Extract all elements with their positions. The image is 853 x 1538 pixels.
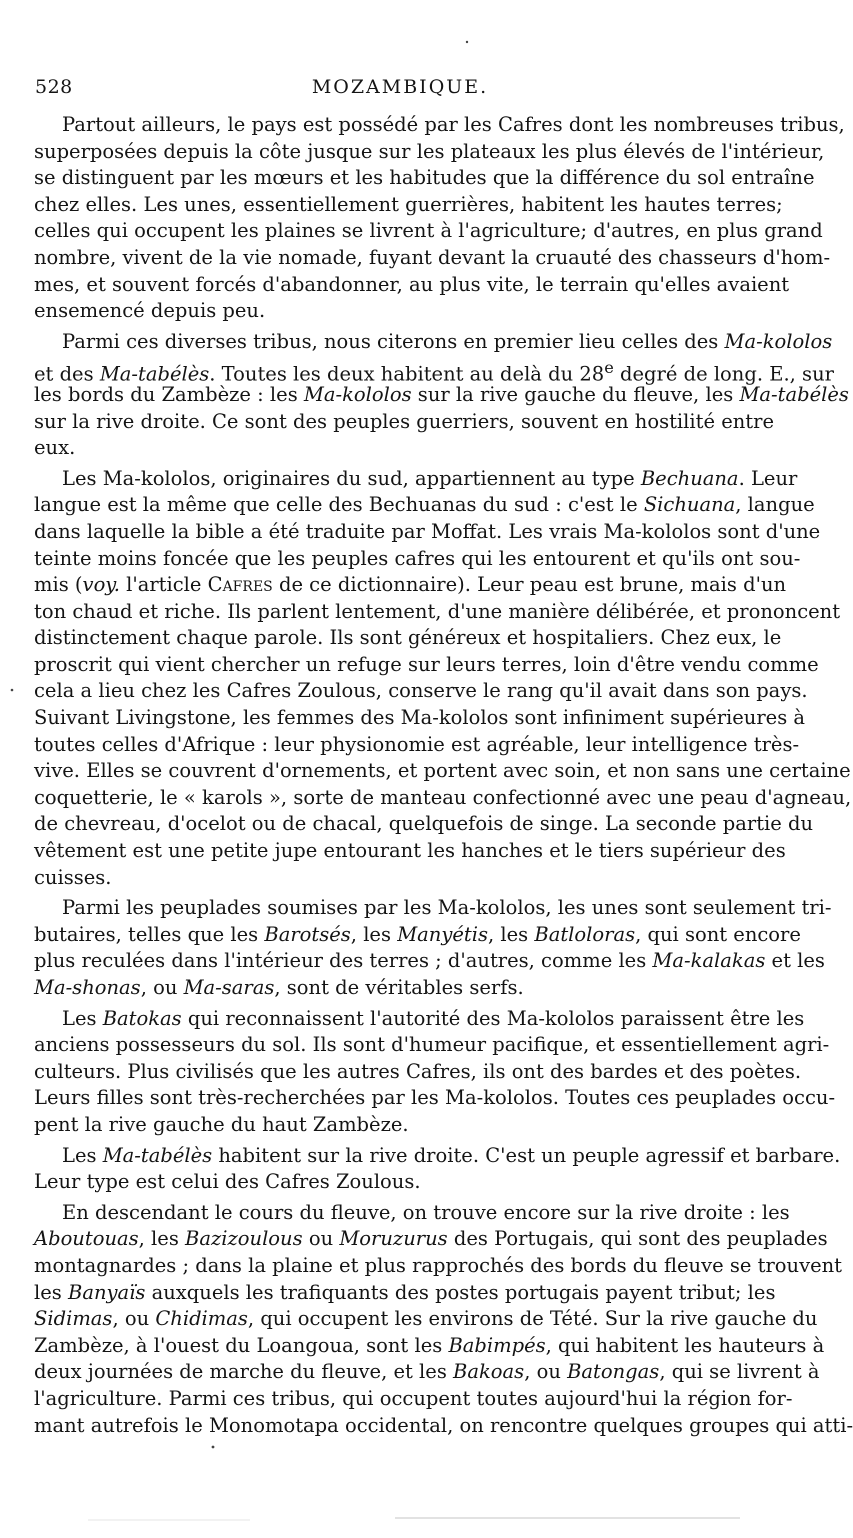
text-run: , les xyxy=(138,1227,186,1251)
text-run: . Toutes les deux habitent au delà du 28 xyxy=(209,362,605,386)
text-run: ton chaud et riche. Ils parlent lentement, d'une manière délibérée, et prononcent xyxy=(34,599,841,623)
italic-term: Barotsés xyxy=(264,922,351,946)
text-run: , les xyxy=(487,922,535,946)
italic-term: Batokas xyxy=(102,1006,182,1030)
text-run: Cafres xyxy=(207,573,273,597)
text-run: montagnardes ; dans la plaine et plus rapprochés des bords du fleuve se trouvent xyxy=(34,1253,843,1277)
text-line xyxy=(34,1085,836,1112)
running-head: MOZAMBIQUE. xyxy=(311,76,489,98)
text-run: sur la rive droite. Ce sont des peuples guerriers, souvent en hostilité entre xyxy=(34,409,774,433)
text-line xyxy=(34,1280,776,1307)
text-run: eux. xyxy=(34,436,76,460)
paragraph xyxy=(34,329,849,462)
text-line xyxy=(34,705,806,732)
text-run: celles qui occupent les plaines se livrent à l'agriculture; d'autres, en plus grand xyxy=(34,219,823,243)
paragraph xyxy=(34,1143,841,1196)
text-run: , qui se livrent à xyxy=(659,1360,820,1384)
text-run: coquetterie, le « karols », sorte de manteau confectionné avec une peau d'agneau, xyxy=(34,785,852,809)
text-line xyxy=(34,975,766,1002)
paragraph xyxy=(34,895,832,1001)
italic-term: Ma-tabélès xyxy=(99,362,210,386)
italic-term: Moruzurus xyxy=(339,1227,448,1251)
text-line xyxy=(34,435,766,462)
italic-term: Bazizoulous xyxy=(185,1227,303,1251)
text-line xyxy=(34,546,801,573)
italic-term: Chidimas xyxy=(155,1307,248,1331)
text-run: se distinguent par les mœurs et les habitudes que la différence du sol entraîne xyxy=(34,166,815,190)
italic-term: voy. xyxy=(82,573,120,597)
text-run: auxquels les trafiquants des postes portugais payent tribut; les xyxy=(145,1280,776,1304)
italic-term: Batongas xyxy=(567,1360,660,1384)
text-line xyxy=(34,409,774,436)
text-run: , ou xyxy=(524,1360,568,1384)
text-run: Parmi les peuplades soumises par les Ma-kololos, les unes sont seulement tri- xyxy=(62,896,832,920)
text-line xyxy=(34,785,852,812)
text-run: , ou xyxy=(112,1307,156,1331)
text-run: , qui occupent les environs de Tété. Sur la rive gauche du xyxy=(247,1307,818,1331)
text-run: ou xyxy=(302,1227,340,1251)
text-run: dans laquelle la bible a été traduite par Moffat. Les vrais Ma-kololos sont d'une xyxy=(34,519,821,543)
text-run: degré de long. E., sur xyxy=(613,362,834,386)
text-line xyxy=(34,218,823,245)
text-line xyxy=(34,652,819,679)
italic-term: Batloloras xyxy=(534,922,636,946)
text-line xyxy=(34,1386,793,1413)
text-line xyxy=(34,192,783,219)
text-run: Les xyxy=(62,1143,103,1167)
text-line xyxy=(34,1226,828,1253)
paragraph xyxy=(34,112,845,325)
text-run: chez elles. Les unes, essentiellement guerrières, habitent les hautes terres; xyxy=(34,192,783,216)
speck-mark xyxy=(11,689,14,692)
text-run: , sont de véritables serfs. xyxy=(274,976,524,999)
speck-mark xyxy=(466,41,468,43)
text-run: toutes celles d'Afrique : leur physionomie est agréable, leur intelligence très- xyxy=(34,732,800,756)
text-run: ensemencé depuis peu. xyxy=(34,299,266,323)
text-run: En descendant le cours du fleuve, on trouve encore sur la rive droite : les xyxy=(62,1200,790,1224)
text-run: Partout ailleurs, le pays est possédé par les Cafres dont les nombreuses tribus, xyxy=(62,113,845,136)
italic-term: Ma-tabélès xyxy=(102,1143,213,1167)
text-run: l'article xyxy=(119,573,208,597)
text-run: mes, et souvent forcés d'abandonner, au plus vite, le terrain qu'elles avaient xyxy=(34,272,790,296)
text-line xyxy=(34,678,808,705)
text-line xyxy=(34,625,782,652)
italic-term: Ma-kololos xyxy=(303,382,412,406)
text-line xyxy=(34,1112,766,1139)
text-run: mant autrefois le Monomotapa occidental, on rencontre quelques groupes qui atti- xyxy=(34,1413,853,1437)
speck-mark xyxy=(212,1446,215,1449)
text-line xyxy=(34,272,790,299)
text-run: , qui habitent les hauteurs à xyxy=(545,1333,825,1357)
text-line xyxy=(34,1333,825,1360)
text-line xyxy=(34,1413,853,1440)
text-run: les bords du Zambèze : les xyxy=(34,382,304,406)
text-run: vive. Elles se couvrent d'ornements, et portent avec soin, et non sans une certaine xyxy=(34,759,851,783)
text-run: plus reculées dans l'intérieur des terres ; d'autres, comme les xyxy=(34,949,653,973)
text-run: , ou xyxy=(140,976,184,999)
body-text xyxy=(34,112,853,1439)
text-line xyxy=(34,165,815,192)
text-run: superposées depuis la côte jusque sur les plateaux les plus élevés de l'intérieur, xyxy=(34,139,825,163)
text-run: Zambèze, à l'ouest du Loangoua, sont les xyxy=(34,1333,449,1357)
text-run: et des xyxy=(34,362,100,386)
text-run: cuisses. xyxy=(34,865,112,889)
text-line xyxy=(34,1253,843,1280)
text-run: langue est la même que celle des Bechuanas du sud : c'est le xyxy=(34,493,644,517)
text-run: culteurs. Plus civilisés que les autres Cafres, ils ont des bardes et des poètes. xyxy=(34,1059,802,1083)
text-line xyxy=(34,466,798,493)
text-line xyxy=(34,1359,820,1386)
text-line xyxy=(34,329,833,356)
italic-term: Banyaïs xyxy=(67,1280,146,1304)
paragraph xyxy=(34,1200,853,1439)
text-line xyxy=(34,838,786,865)
text-run: cela a lieu chez les Cafres Zoulous, conserve le rang qu'il avait dans son pays. xyxy=(34,679,808,703)
paragraph xyxy=(34,466,852,892)
text-run: pent la rive gauche du haut Zambèze. xyxy=(34,1112,409,1136)
text-line xyxy=(34,355,834,386)
text-line xyxy=(34,811,814,838)
text-line xyxy=(34,599,841,626)
text-run: , les xyxy=(350,922,398,946)
italic-term: Sidimas xyxy=(34,1307,113,1331)
page-header xyxy=(35,76,765,106)
text-run: les xyxy=(34,1280,68,1304)
text-line xyxy=(34,865,766,892)
text-line xyxy=(34,112,845,139)
text-run: habitent sur la rive droite. C'est un peuple agressif et barbare. xyxy=(212,1143,841,1167)
text-line xyxy=(34,1006,805,1033)
text-run: anciens possesseurs du sol. Ils sont d'humeur pacifique, et essentiellement agri- xyxy=(34,1033,830,1057)
text-run: des Portugais, qui sont des peuplades xyxy=(447,1227,828,1251)
text-run: butaires, telles que les xyxy=(34,922,265,946)
text-line xyxy=(34,1169,766,1196)
text-run: Suivant Livingstone, les femmes des Ma-kololos sont infiniment supérieures à xyxy=(34,706,806,730)
text-run: de chevreau, d'ocelot ou de chacal, quelquefois de singe. La seconde partie du xyxy=(34,812,814,836)
text-run: . Leur xyxy=(738,466,798,490)
text-run: qui reconnaissent l'autorité des Ma-kololos paraissent être les xyxy=(181,1006,805,1030)
italic-term: Babimpés xyxy=(448,1333,546,1357)
text-run: nombre, vivent de la vie nomade, fuyant devant la cruauté des chasseurs d'hom- xyxy=(34,245,831,269)
text-run: Leurs filles sont très-recherchées par les Ma-kololos. Toutes ces peuplades occu- xyxy=(34,1086,836,1110)
text-line xyxy=(34,895,832,922)
italic-term: Ma-tabélès xyxy=(739,382,849,406)
italic-term: Ma-saras xyxy=(183,976,275,999)
text-run: distinctement chaque parole. Ils sont généreux et hospitaliers. Chez eux, le xyxy=(34,626,782,650)
text-line xyxy=(34,1032,830,1059)
italic-term: Bakoas xyxy=(453,1360,525,1384)
text-run: deux journées de marche du fleuve, et les xyxy=(34,1360,454,1384)
text-run: sur la rive gauche du fleuve, les xyxy=(411,382,740,406)
text-line xyxy=(34,948,825,975)
page-number: 528 xyxy=(35,76,73,98)
text-line xyxy=(34,492,815,519)
text-line xyxy=(34,922,801,949)
text-run: Parmi ces diverses tribus, nous citerons en premier lieu celles des xyxy=(62,329,725,353)
italic-term: Ma-shonas xyxy=(34,976,141,999)
text-line xyxy=(34,1200,790,1227)
text-run: Les xyxy=(62,1006,103,1030)
text-line xyxy=(34,519,821,546)
text-run: mis ( xyxy=(34,573,83,597)
superscript: e xyxy=(604,358,614,378)
text-run: vêtement est une petite jupe entourant les hanches et le tiers supérieur des xyxy=(34,839,786,863)
text-line xyxy=(34,1306,818,1333)
text-line xyxy=(34,758,851,785)
text-run: , qui sont encore xyxy=(635,922,801,946)
italic-term: Aboutouas xyxy=(34,1227,139,1251)
text-run: , langue xyxy=(735,493,815,517)
text-run: Leur type est celui des Cafres Zoulous. xyxy=(34,1170,421,1194)
text-line xyxy=(34,245,831,272)
text-line xyxy=(34,732,800,759)
text-run: Les Ma-kololos, originaires du sud, appartiennent au type xyxy=(62,466,641,490)
italic-term: Ma-kololos xyxy=(724,329,833,353)
italic-term: Manyétis xyxy=(397,922,488,946)
text-line xyxy=(34,1143,841,1170)
text-run: proscrit qui vient chercher un refuge sur leurs terres, loin d'être vendu comme xyxy=(34,652,819,676)
text-line xyxy=(34,382,849,409)
text-run: et les xyxy=(765,949,825,973)
text-line xyxy=(34,572,787,599)
text-line xyxy=(34,139,825,166)
italic-term: Bechuana xyxy=(640,466,739,490)
text-run: teinte moins foncée que les peuples cafres qui les entourent et qu'ils ont sou- xyxy=(34,546,801,570)
text-run: de ce dictionnaire). Leur peau est brune, mais d'un xyxy=(272,573,787,597)
text-line xyxy=(34,298,766,325)
text-run: l'agriculture. Parmi ces tribus, qui occupent toutes aujourd'hui la région for- xyxy=(34,1386,793,1410)
paragraph xyxy=(34,1006,836,1139)
italic-term: Ma-kalakas xyxy=(652,949,766,973)
italic-term: Sichuana xyxy=(643,493,736,517)
text-line xyxy=(34,1059,802,1086)
